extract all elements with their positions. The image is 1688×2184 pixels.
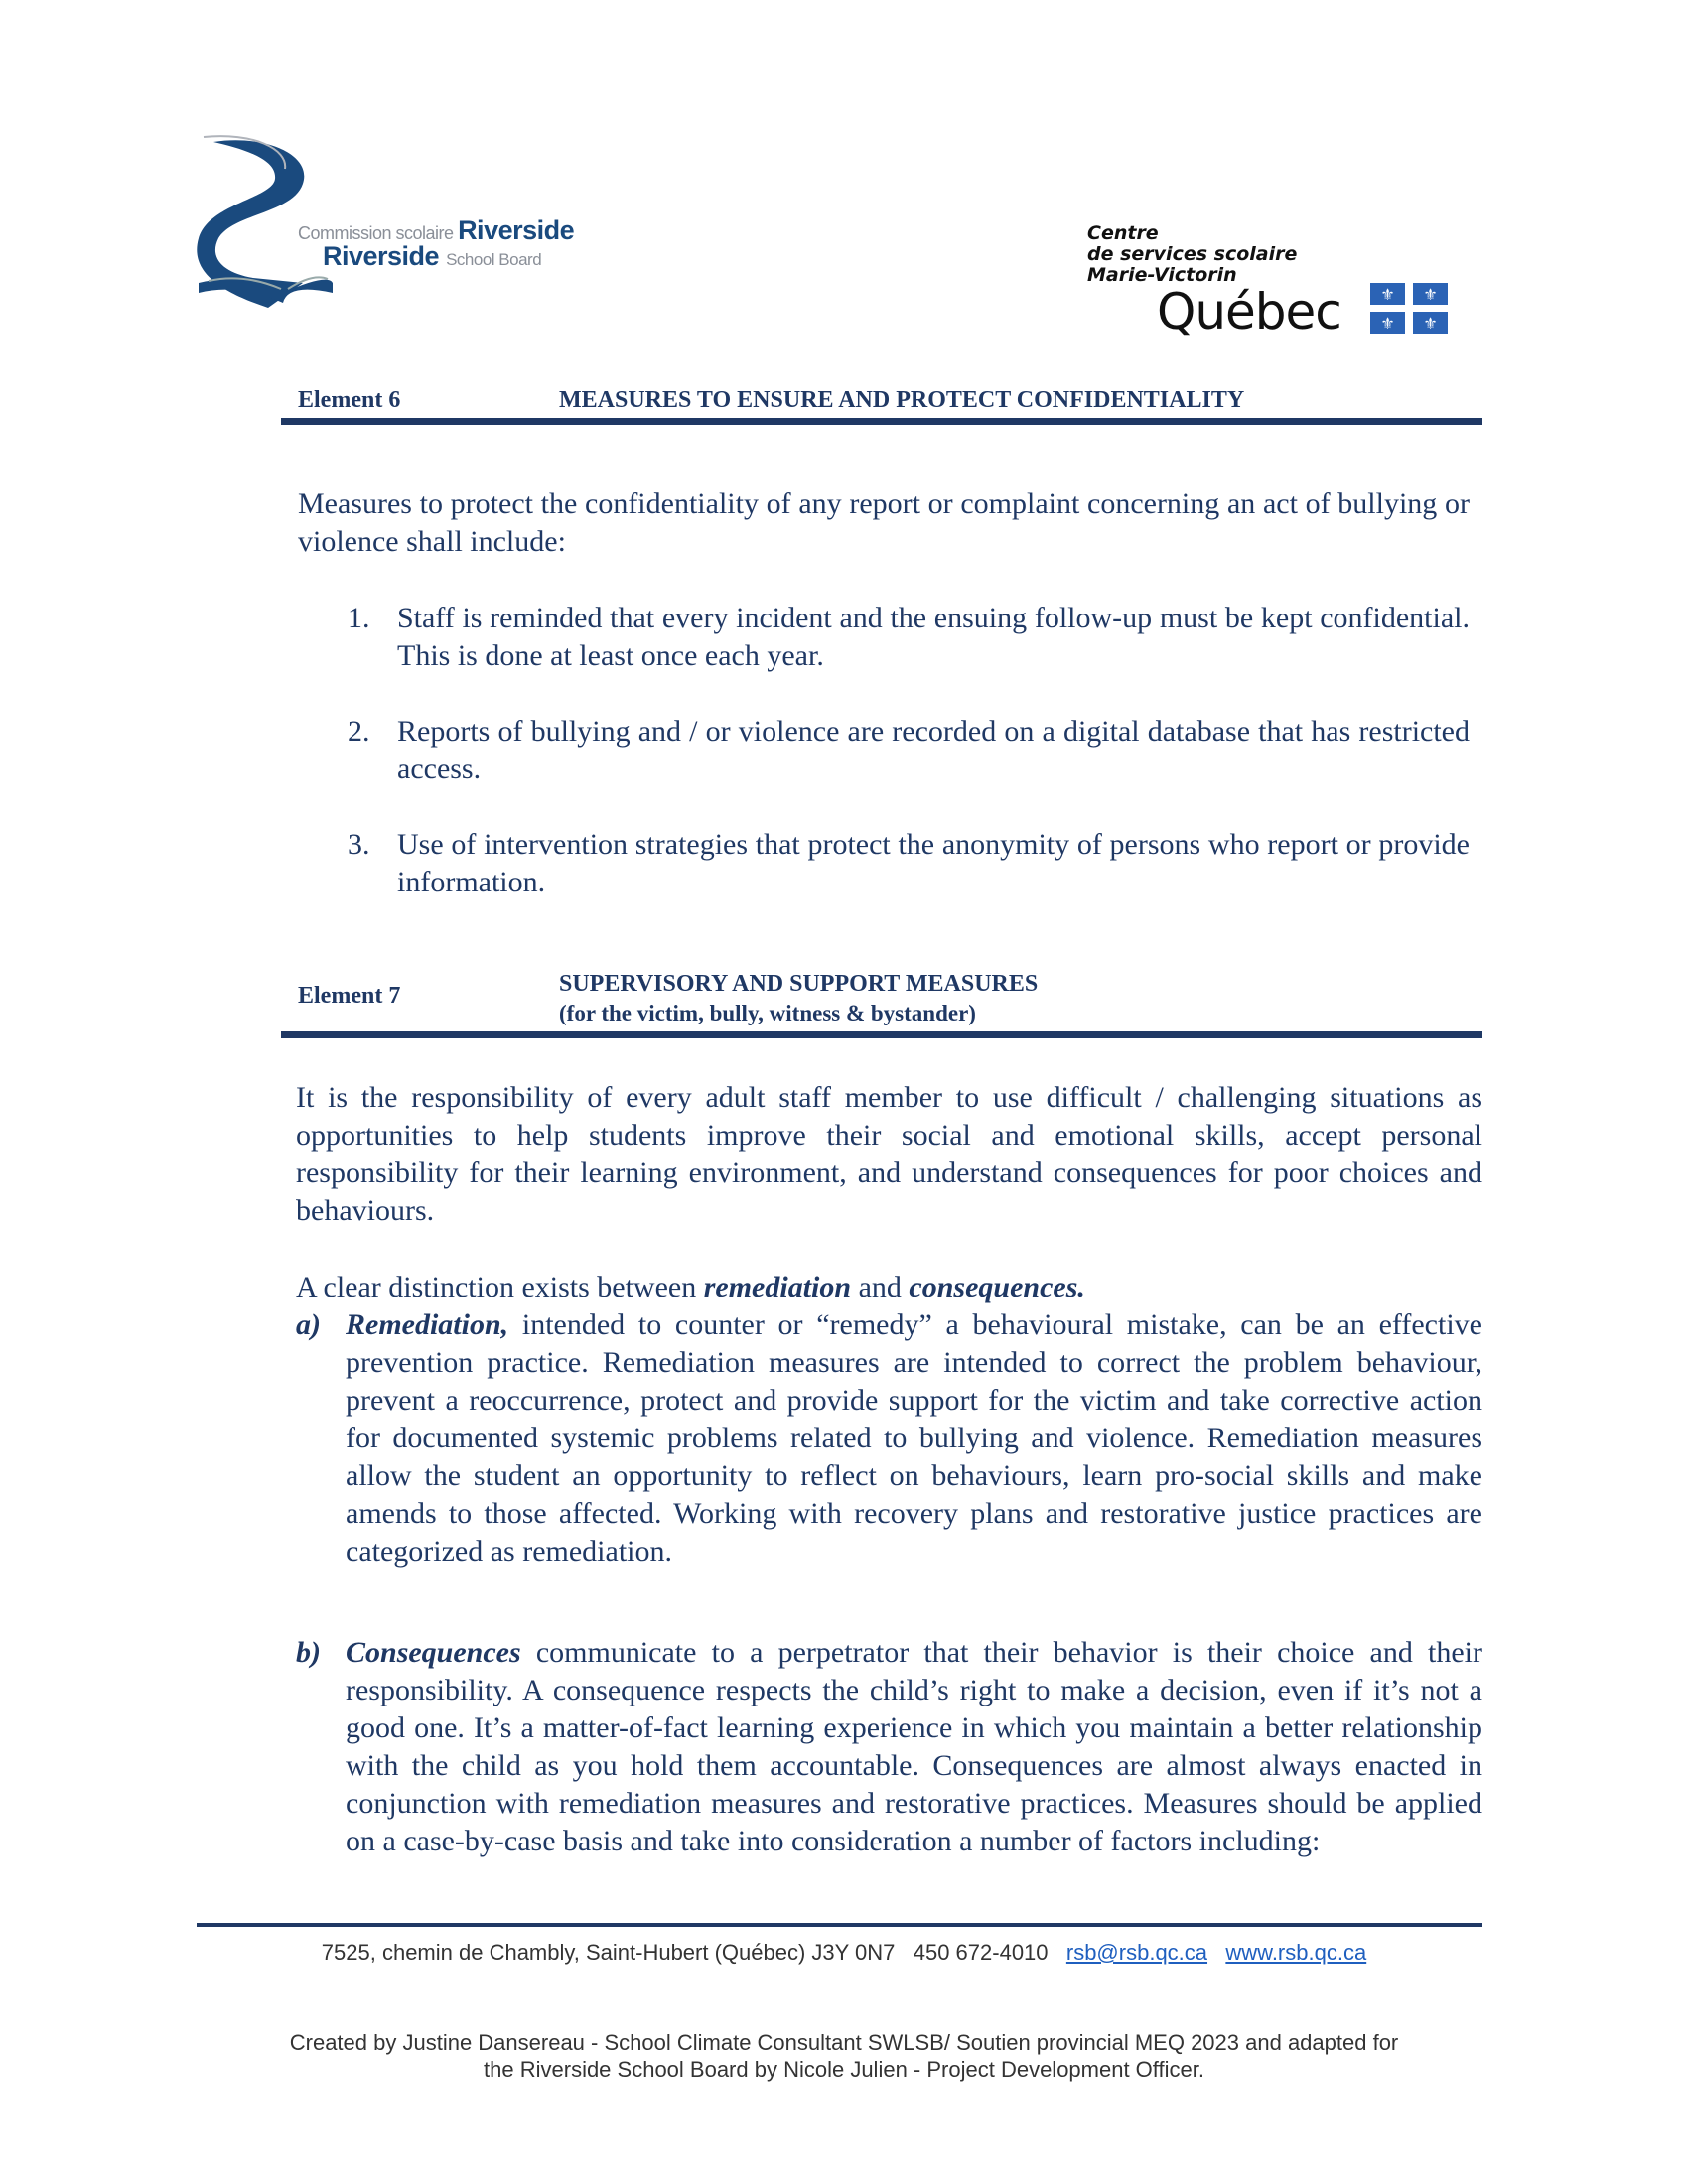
distinction-prefix: A clear distinction exists between	[296, 1271, 704, 1303]
list-item-text: Staff is reminded that every incident and the ensuing follow-up must be kept confidential. This is done at least once each year.	[397, 602, 1470, 672]
list-item	[298, 826, 1470, 939]
css-line-1: Centre	[1087, 222, 1159, 244]
css-line-2: de services scolaire	[1087, 243, 1298, 265]
list-item	[298, 600, 1470, 713]
item-a-body: intended to counter or “remedy” a behavioural mistake, can be an effective prevention practice. Remediation measures are intended to correct the problem behaviour, prevent a reoccurrence, protect and provide support for the victim and take corrective action for documented systemic problems related to bullying and violence. Remediation measures allow the student an opportunity to reflect on behaviours, learn pro-social skills and make amends to those affected. Working with recovery plans and restorative justice practices are categorized as remediation.	[346, 1308, 1482, 1568]
element-6-label: Element 6	[298, 387, 401, 413]
element-7-rule	[281, 1031, 1482, 1038]
item-a-term: Remediation,	[346, 1308, 509, 1341]
item-b-term: Consequences	[346, 1636, 521, 1669]
logo-line-2	[323, 241, 541, 272]
quebec-flag-icon	[1370, 283, 1450, 335]
css-line-3: Marie-Victorin	[1087, 264, 1237, 286]
element-6-intro: Measures to protect the confidentiality of any report or complaint concerning an act of bullying or violence shall include:	[298, 487, 1470, 558]
item-b-body: communicate to a perpetrator that their behavior is their choice and their responsibility. A consequence respects the child’s right to make a decision, even if it’s not a good one. It’s a matter-of-fact learning experience in which you maintain a better relationship with the child as you hold them accountable. Consequences are almost always enacted in conjunction with remediation measures and restorative practices. Measures should be applied on a case-by-case basis and take into consideration a number of factors including:	[346, 1636, 1482, 1857]
svg-text:⚜: ⚜	[1380, 314, 1395, 333]
website-link[interactable]: www.rsb.qc.ca	[1225, 1940, 1367, 1965]
svg-text:⚜: ⚜	[1380, 285, 1395, 304]
element-7-intro: It is the responsibility of every adult staff member to use difficult / challenging situations as opportunities to help students improve their social and emotional skills, accept personal responsibility for their learning environment, and understand consequences for poor choices and behaviours.	[296, 1081, 1482, 1227]
distinction-mid: and	[851, 1271, 910, 1303]
svg-text:⚜: ⚜	[1423, 285, 1438, 304]
item-b-text	[346, 1634, 1482, 1860]
credit-line-2: the Riverside School Board by Nicole Julien - Project Development Officer.	[484, 2057, 1204, 2082]
item-b-marker: b)	[296, 1636, 321, 1669]
logo-name-2: Riverside	[323, 241, 440, 271]
list-item-number: 2.	[348, 715, 370, 748]
term-consequences: consequences.	[909, 1271, 1085, 1303]
element-6-title: MEASURES TO ENSURE AND PROTECT CONFIDENTIALITY	[559, 387, 1245, 413]
element-7-label: Element 7	[298, 983, 401, 1009]
list-item	[298, 713, 1470, 826]
credit-line-1: Created by Justine Dansereau - School Climate Consultant SWLSB/ Soutien provincial MEQ 2023 and adapted for	[289, 2030, 1399, 2055]
quebec-wordmark: Québec	[1157, 283, 1341, 341]
quebec-css-logo	[1087, 223, 1465, 352]
distinction-sentence	[296, 1269, 1482, 1306]
logo-prefix: Commission scolaire	[298, 223, 454, 243]
list-item-number: 1.	[348, 602, 370, 634]
footer-credits	[0, 2029, 1688, 2083]
list-item-text: Use of intervention strategies that protect the anonymity of persons who report or provide information.	[397, 828, 1470, 898]
list-item-number: 3.	[348, 828, 370, 861]
element-6-rule	[281, 418, 1482, 425]
css-name	[1087, 223, 1297, 286]
list-item-text: Reports of bullying and / or violence are recorded on a digital database that has restricted access.	[397, 715, 1470, 785]
email-link[interactable]: rsb@rsb.qc.ca	[1065, 1940, 1208, 1965]
riverside-school-board-logo	[194, 134, 575, 323]
element-7-title: SUPERVISORY AND SUPPORT MEASURES	[559, 971, 1039, 997]
footer-address: 7525, chemin de Chambly, Saint-Hubert (Québec) J3Y 0N7 450 672-4010	[321, 1940, 1049, 1965]
item-a-text	[346, 1306, 1482, 1570]
footer-rule	[197, 1923, 1482, 1927]
element-7-subtitle: (for the victim, bully, witness & bystander)	[559, 1001, 976, 1025]
element-6-list	[298, 600, 1470, 939]
logo-name-1: Riverside	[458, 215, 575, 245]
footer-contact	[0, 1940, 1688, 1966]
item-a-marker: a)	[296, 1308, 321, 1341]
svg-text:⚜: ⚜	[1423, 314, 1438, 333]
logo-suffix: School Board	[446, 250, 542, 269]
term-remediation: remediation	[703, 1271, 852, 1303]
